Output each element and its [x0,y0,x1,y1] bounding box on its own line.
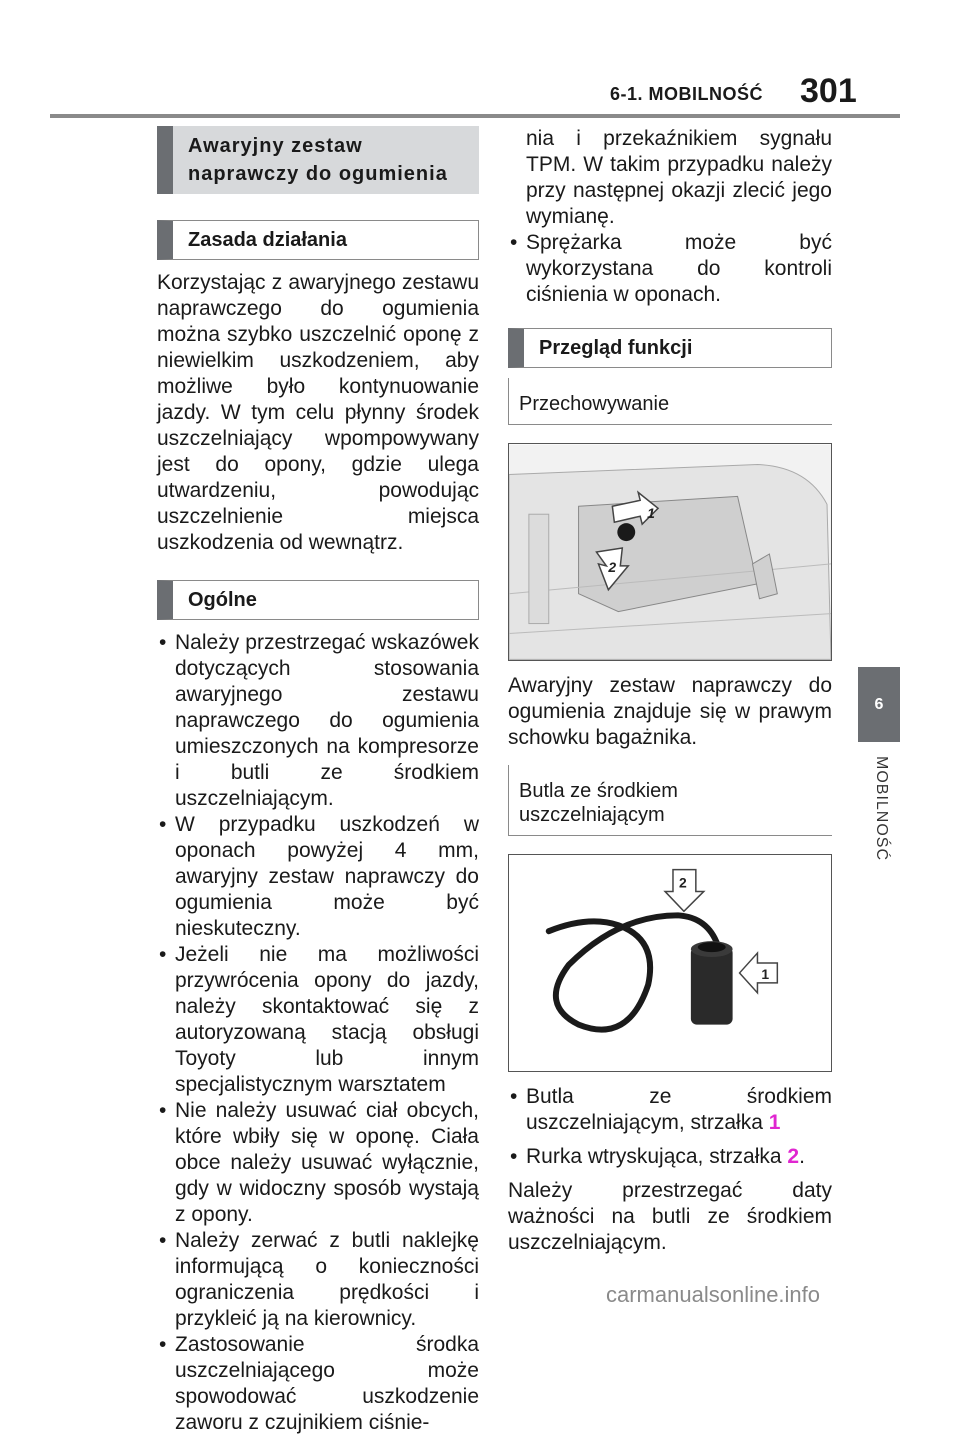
chapter-tab[interactable]: 6 [858,667,900,742]
left-column [157,126,479,1436]
bullet-bottle-text: Butla ze środkiem uszczelniającym, strzałka [526,1085,832,1134]
subheading-overview: Przegląd funkcji [508,328,832,368]
bottle-bullet-list [508,1084,832,1170]
storage-paragraph: Awaryjny zestaw naprawczy do ogumienia znajduje się w prawym schowku bagażnika. [508,674,832,749]
heading-storage: Przechowywanie [508,378,832,425]
main-heading: Awaryjny zestaw naprawczy do ogumienia [157,126,479,194]
header-divider [50,114,900,118]
expiry-paragraph: Należy przestrzegać daty ważności na butli ze środkiem uszczelniającym. [508,1179,832,1254]
trunk-storage-illustration [509,444,831,660]
svg-text:1: 1 [647,505,655,522]
bottle-figure [508,854,832,1072]
chapter-tab-label: MOBILNOŚĆ [873,756,890,862]
arrow-number-2: 2 [787,1145,800,1168]
continued-text: nia i przekaźnikiem sygnału TPM. W takim przypadku należy przy następnej okazji zlecić jego wymianę. [526,127,832,228]
list-item: • W przypadku uszkodzeń w oponach powyżej 4 mm, awaryjny zestaw naprawczy do ogumienia może być nieskuteczny. [157,812,479,942]
svg-text:1: 1 [761,965,770,982]
list-item: • Należy przestrzegać wskazówek dotyczących stosowania awaryjnego zestawu naprawczego do ogumienia umieszczonych na kompresorze i butli ze środkiem uszczelniającym. [157,630,479,812]
right-column [508,126,832,1256]
storage-figure [508,443,832,661]
arrow-number-1: 1 [768,1111,781,1134]
general-bullet-list [157,630,479,1436]
list-item: • Zastosowanie środka uszczelniającego może spowodować uszkodzenie zaworu z czujnikiem ciśnie- [157,1332,479,1436]
list-item: • Należy zerwać z butli naklejkę informującą o konieczności ograniczenia prędkości i przykleić ją na kierownicy. [157,1228,479,1332]
principle-paragraph: Korzystając z awaryjnego zestawu naprawczego do ogumienia można szybko uszczelnić oponę z niewielkim uszkodzeniem, aby możliwe było kontynuowanie jazdy. W tym celu płynny środek uszczelniający wpompowywany jest do opony, gdzie ulega utwardzeniu, powodując uszczelnienie miejsca uszkodzenia od wewnątrz. [157,271,479,554]
list-item [508,1084,832,1136]
subheading-general: Ogólne [157,580,479,620]
heading-sealant-bottle: Butla ze środkiem uszczelniającym [508,765,832,836]
list-item: • Jeżeli nie ma możliwości przywrócenia opony do jazdy, należy skontaktować się z autoryzowaną stacją obsługi Toyoty lub innym specjalistycznym warsztatem [157,942,479,1098]
section-title: 6-1. MOBILNOŚĆ [610,84,764,104]
svg-text:2: 2 [608,558,617,575]
svg-text:2: 2 [678,874,687,891]
list-item: • Sprężarka może być wykorzystana do kontroli ciśnienia w oponach. [508,230,832,308]
bullet-tube-text: Rurka wtryskująca, strzałka [526,1145,782,1168]
compressor-bullet-list [508,230,832,308]
page-number: 301 [800,72,857,110]
watermark: carmanualsonline.info [606,1282,821,1307]
list-item: • Nie należy usuwać ciał obcych, które wbiły się w oponę. Ciała obce należy usuwać wyłącznie, gdy w widoczny sposób wystają z opony. [157,1098,479,1228]
sealant-bottle-illustration [509,855,831,1071]
subheading-principle: Zasada działania [157,220,479,260]
list-item: • Rurka wtryskująca, strzałka 2. [508,1144,832,1170]
